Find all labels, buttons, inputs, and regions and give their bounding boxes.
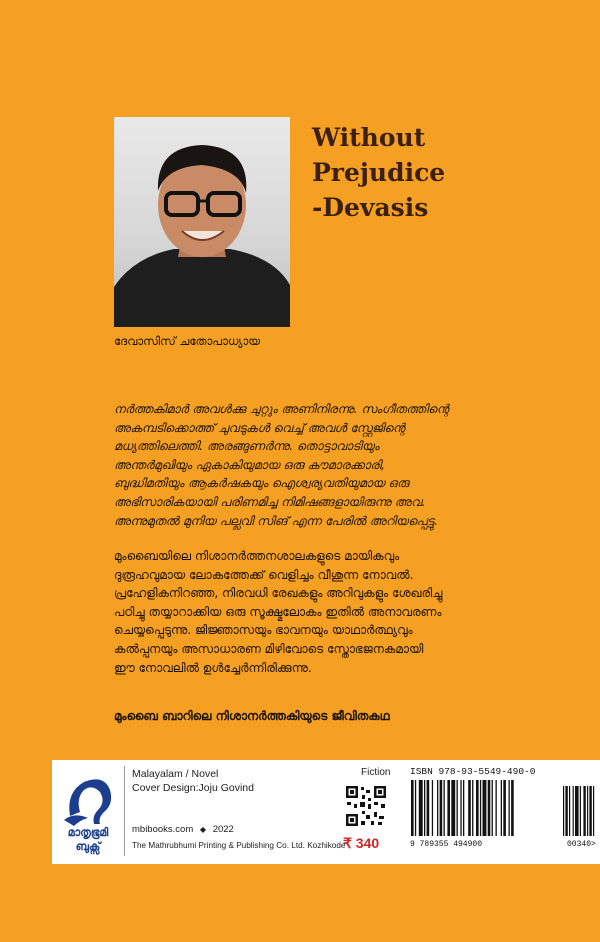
author-photo xyxy=(114,117,290,327)
barcode-digits: 9 789355 494900 xyxy=(410,840,483,849)
blurb-line: അന്നുമുതൽ മുനിയ പല്ലവി സിങ് എന്ന പേരിൽ അറിയപ്പെട്ടു. xyxy=(114,513,438,528)
book-details xyxy=(132,767,254,795)
website-link[interactable]: mbibooks.com xyxy=(132,824,194,835)
publisher-logo-text xyxy=(58,826,118,854)
qr-code-icon[interactable] xyxy=(344,784,388,828)
blurb-paragraph-2 xyxy=(114,547,534,677)
blurb-paragraph-1 xyxy=(114,400,534,530)
author-caption: ദേവാസിസ് ചതോപാധ്യായ xyxy=(114,334,261,348)
barcode-icon xyxy=(409,780,597,838)
publisher-name: The Mathrubhumi Printing & Publishing Co. Ltd. Kozhikode xyxy=(132,841,346,850)
blurb-line: ദുരൂഹവുമായ ലോകത്തേക്ക് വെളിച്ചം വീശുന്ന നോവൽ. xyxy=(114,567,414,582)
logo-line: മാതൃഭൂമി xyxy=(67,826,109,839)
tagline: മുംബൈ ബാറിലെ നിശാനർത്തകിയുടെ ജീവിതകഥ xyxy=(114,709,390,723)
isbn-label: ISBN 978-93-5549-490-0 xyxy=(410,766,536,777)
barcode-addon-digits: 00340> xyxy=(567,840,596,849)
blurb-line: പഠിച്ചു തയ്യാറാക്കിയ ഒരു സൂക്ഷ്മലോകം ഇതിൽ അനാവരണം xyxy=(114,604,442,619)
divider xyxy=(124,766,125,856)
cover-design-label: Cover Design:Joju Govind xyxy=(132,782,254,794)
blurb-line: നർത്തകിമാർ അവൾക്കു ചുറ്റും അണിനിരന്നു. സംഗീതത്തിന്റെ xyxy=(114,402,449,416)
price-label: ₹ 340 xyxy=(343,835,380,851)
genre-label: Fiction xyxy=(361,767,391,778)
blurb-line: അന്തർമുഖിയും ഏകാകിയുമായ ഒരു കൗമാരക്കാരി, xyxy=(114,457,385,472)
title-line: -Devasis xyxy=(312,193,429,222)
publication-year: 2022 xyxy=(212,824,234,835)
blurb-line: ബുദ്ധിമതിയും ആകർഷകയും ഐശ്വര്യവതിയുമായ ഒരു xyxy=(114,476,409,491)
book-title xyxy=(312,120,445,225)
blurb-line: ഈ നോവലിൽ ഉൾച്ചേർന്നിരിക്കുന്നു. xyxy=(114,660,312,675)
publisher-website-line xyxy=(132,824,234,835)
blurb-line: കൽപ്പനയും അസാധാരണ മിഴിവോടെ സ്തോഭജനകമായി xyxy=(114,641,424,656)
blurb-line: പ്രഹേളികനിറഞ്ഞ, നിരവധി രേഖകളും അറിവുകളും ശേഖരിച്ചു xyxy=(114,586,443,601)
blurb-line: ചെയ്യപ്പെടുന്നു. ജിജ്ഞാസയും ഭാവനയും യാഥാർത്ഥ്യവും xyxy=(114,623,413,638)
blurb-line: മധ്യത്തിലെത്തി. അരങ്ങുണർന്നു. തൊട്ടാവാടിയും xyxy=(114,439,380,454)
logo-line: ബുക്സ് xyxy=(75,840,101,853)
blurb-line: മുംബൈയിലെ നിശാനർത്തനശാലകളുടെ മായികവും xyxy=(114,549,400,563)
title-line: Without xyxy=(312,123,426,152)
category-label: Malayalam / Novel xyxy=(132,768,219,780)
blurb-line: അഭിസാരികയായി പരിണമിച്ച നിമിഷങ്ങളായിരുന്നു അവ. xyxy=(114,494,426,509)
title-line: Prejudice xyxy=(312,158,446,187)
bullet-icon: ◆ xyxy=(199,825,207,834)
blurb-line: അകമ്പടിക്കൊത്ത് ചുവടുകൾ വെച്ച് അവൾ സ്റ്റേജിന്റെ xyxy=(114,420,405,435)
